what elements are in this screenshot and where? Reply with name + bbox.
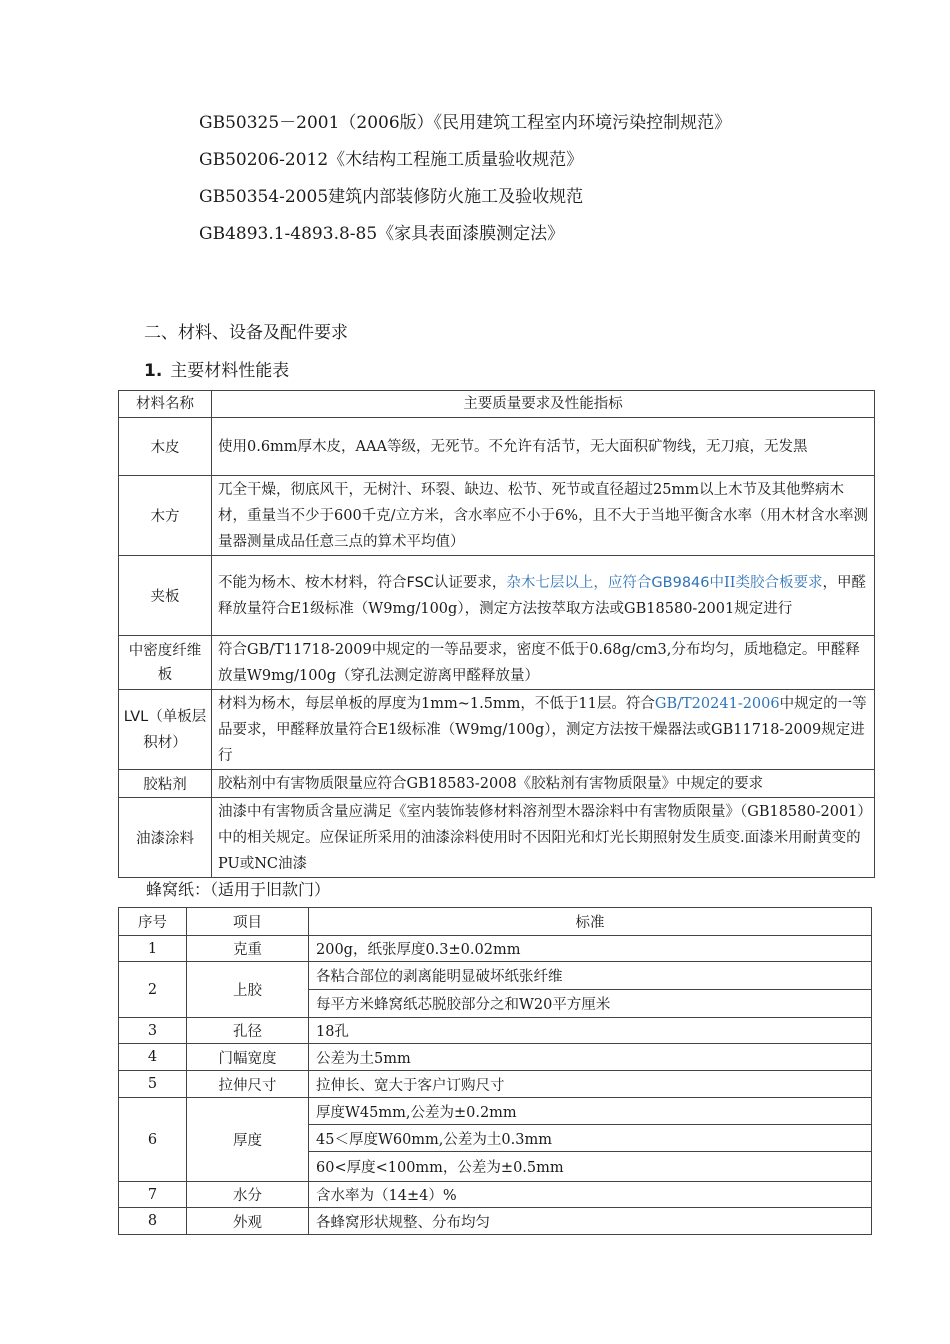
row-standard: 200g，纸张厚度0.3±0.02mm <box>309 936 872 962</box>
standard-item: GB50354-2005建筑内部装修防火施工及验收规范 <box>199 187 584 207</box>
honeycomb-title: 蜂窝纸：（适用于旧款门） <box>146 880 331 899</box>
materials-table <box>118 390 875 878</box>
table-row <box>119 1071 872 1098</box>
row-number: 1 <box>119 936 187 962</box>
row-standard: 公差为土5mm <box>309 1044 872 1071</box>
row-item: 克重 <box>187 936 309 962</box>
header-cell: 主要质量要求及性能指标 <box>212 391 875 418</box>
table-row <box>119 556 875 636</box>
sub-title <box>144 356 289 381</box>
row-item: 门幅宽度 <box>187 1044 309 1071</box>
header-cell: 项目 <box>187 908 309 936</box>
material-name: 油漆涂料 <box>119 798 212 878</box>
table-row <box>119 798 875 878</box>
table-row <box>119 936 872 962</box>
table-row <box>119 418 875 476</box>
header-cell: 材料名称 <box>119 391 212 418</box>
table-row <box>119 636 875 690</box>
table-row <box>119 1182 872 1208</box>
material-desc: 胶粘剂中有害物质限量应符合GB18583-2008《胶粘剂有害物质限量》中规定的要求 <box>212 770 875 798</box>
row-item: 厚度 <box>187 1098 309 1182</box>
row-number: 4 <box>119 1044 187 1071</box>
material-name: LVL（单板层积材） <box>119 690 212 770</box>
row-number: 7 <box>119 1182 187 1208</box>
table-row <box>119 1044 872 1071</box>
material-desc: 油漆中有害物质含量应满足《室内装饰装修材料溶剂型木器涂料中有害物质限量》（GB18580-2001）中的相关规定。应保证所采用的油漆涂料使用时不因阳光和灯光长期照射发生质变.面漆米用耐黄变的PU或NC油漆 <box>212 798 875 878</box>
table-row <box>119 962 872 990</box>
standards-list <box>199 108 731 256</box>
table-header-row <box>119 908 872 936</box>
row-standard: 60<厚度<100mm，公差为±0.5mm <box>309 1152 872 1182</box>
row-number: 8 <box>119 1208 187 1235</box>
header-cell: 序号 <box>119 908 187 936</box>
table-header-row <box>119 391 875 418</box>
material-desc: 材料为杨木，每层单板的厚度为1mm~1.5mm，不低于11层。符合GB/T20241-2006中规定的一等品要求，甲醛释放量符合E1级标准（W9mg/100g），测定方法按干燥器法或GB11718-2009规定进行 <box>212 690 875 770</box>
row-standard: 拉伸长、宽大于客户订购尺寸 <box>309 1071 872 1098</box>
material-name: 木皮 <box>119 418 212 476</box>
row-item: 拉伸尺寸 <box>187 1071 309 1098</box>
material-name: 木方 <box>119 476 212 556</box>
sub-title-number: 1. <box>144 361 163 381</box>
row-standard: 各蜂窝形状规整、分布均匀 <box>309 1208 872 1235</box>
row-standard: 18孔 <box>309 1018 872 1044</box>
row-number: 5 <box>119 1071 187 1098</box>
row-number: 6 <box>119 1098 187 1182</box>
row-item: 上胶 <box>187 962 309 1018</box>
row-number: 3 <box>119 1018 187 1044</box>
honeycomb-table <box>118 907 872 1235</box>
row-number: 2 <box>119 962 187 1018</box>
row-standard: 45＜厚度W60mm,公差为土0.3mm <box>309 1125 872 1152</box>
standard-item: GB50325－2001（2006版）《民用建筑工程室内环境污染控制规范》 <box>199 113 732 133</box>
material-desc: 使用0.6mm厚木皮，AAA等级，无死节。不允许有活节，无大面积矿物线，无刀痕，无发黑 <box>212 418 875 476</box>
row-standard: 含水率为（14±4）% <box>309 1182 872 1208</box>
row-standard: 各粘合部位的剥离能明显破坏纸张纤维 <box>309 962 872 990</box>
header-cell: 标准 <box>309 908 872 936</box>
material-desc: 不能为杨木、桉木材料，符合FSC认证要求，杂木七层以上，应符合GB9846中II类胶合板要求，甲醛释放量符合E1级标准（W9mg/100g），测定方法按萃取方法或GB18580-2001规定进行 <box>212 556 875 636</box>
table-row <box>119 770 875 798</box>
row-standard: 厚度W45mm,公差为±0.2mm <box>309 1098 872 1125</box>
sub-title-text: 主要材料性能表 <box>170 361 290 381</box>
material-desc: 符合GB/T11718-2009中规定的一等品要求，密度不低于0.68g/cm3,分布均匀，质地稳定。甲醛释放量W9mg/100g（穿孔法测定游离甲醛释放量） <box>212 636 875 690</box>
material-name: 中密度纤维板 <box>119 636 212 690</box>
table-row <box>119 1098 872 1125</box>
material-desc: 兀全干燥，彻底风干，无树汁、环裂、缺边、松节、死节或直径超过25mm以上木节及其他弊病木材，重量当不少于600千克/立方米，含水率应不小于6%，且不大于当地平衡含水率（用木材含水率测量器测量成品任意三点的算术平均值） <box>212 476 875 556</box>
row-item: 孔径 <box>187 1018 309 1044</box>
row-item: 水分 <box>187 1182 309 1208</box>
standard-item: GB4893.1-4893.8-85《家具表面漆膜测定法》 <box>199 224 565 244</box>
table-row <box>119 1018 872 1044</box>
table-row <box>119 690 875 770</box>
table-row <box>119 1208 872 1235</box>
row-standard: 每平方米蜂窝纸芯脱胶部分之和W20平方厘米 <box>309 990 872 1018</box>
row-item: 外观 <box>187 1208 309 1235</box>
material-name: 胶粘剂 <box>119 770 212 798</box>
material-name: 夹板 <box>119 556 212 636</box>
standard-item: GB50206-2012《木结构工程施工质量验收规范》 <box>199 150 584 170</box>
section-title: 二、材料、设备及配件要求 <box>144 323 348 343</box>
table-row <box>119 476 875 556</box>
